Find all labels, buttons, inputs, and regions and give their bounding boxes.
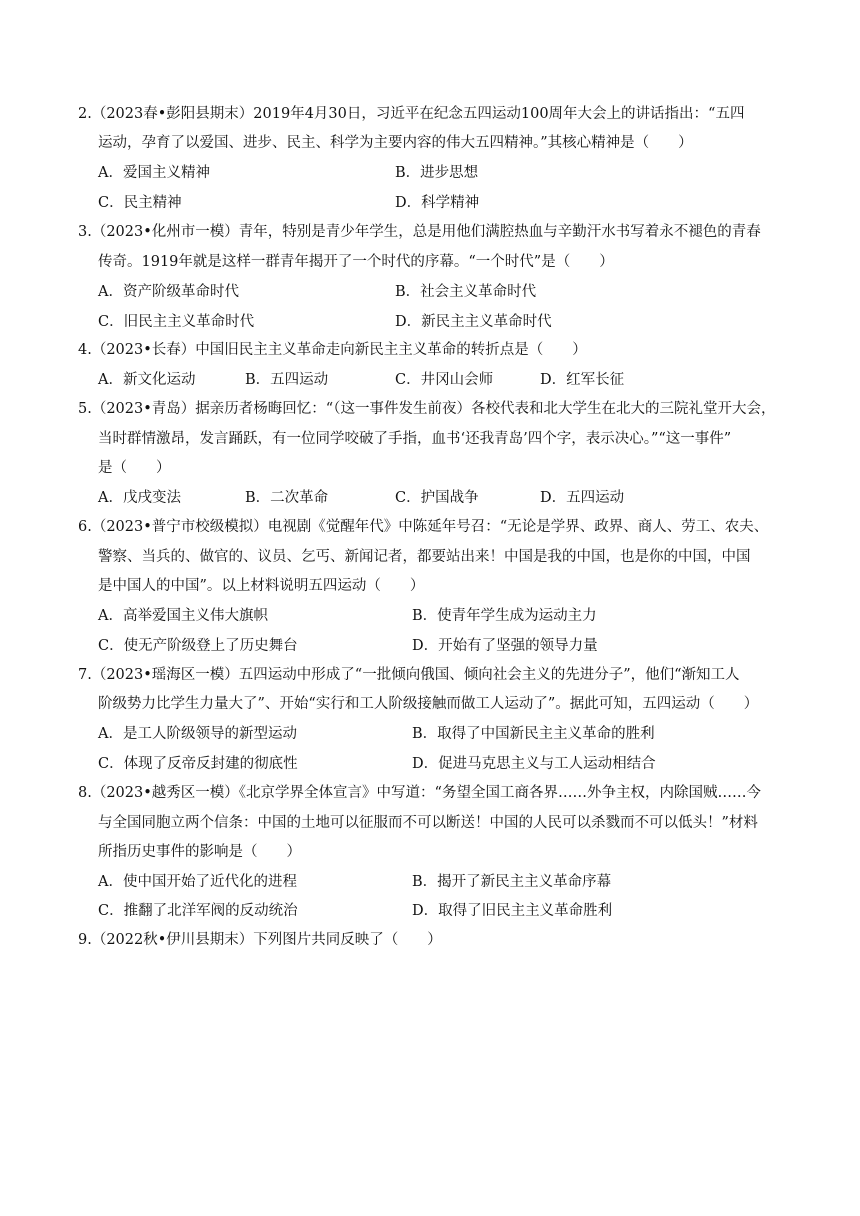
question-6-option-b: B．使青年学生成为运动主力 [412, 608, 597, 624]
question-5-option-c: C．护国战争 [395, 490, 479, 506]
question-5-line-1: 5.（2023•青岛）据亲历者杨晦回忆：“（这一事件发生前夜）各校代表和北大学生在北大的三院礼堂开大会， [78, 401, 776, 417]
question-8-option-a: A．使中国开始了近代化的进程 [98, 874, 297, 890]
question-4-option-d: D．红军长征 [540, 372, 625, 388]
question-2-line-1: 2.（2023春•彭阳县期末）2019年4月30日，习近平在纪念五四运动100周年大会上的讲话指出：“五四 [78, 106, 745, 122]
question-9-line-1: 9.（2022秋•伊川县期末）下列图片共同反映了（ ） [78, 932, 442, 948]
question-2-line-2: 运动，孕育了以爱国、进步、民主、科学为主要内容的伟大五四精神。”其核心精神是（ ） [98, 135, 693, 151]
question-2-option-d: D．科学精神 [395, 195, 480, 211]
question-4-line-1: 4.（2023•长春）中国旧民主主义革命走向新民主主义革命的转折点是（ ） [78, 342, 587, 358]
question-5-option-d: D．五四运动 [540, 490, 625, 506]
question-3-line-2: 传奇。1919年就是这样一群青年揭开了一个时代的序幕。“一个时代”是（ ） [98, 254, 614, 270]
question-8-option-d: D．取得了旧民主主义革命胜利 [412, 903, 613, 919]
question-7-line-1: 7.（2023•瑶海区一模）五四运动中形成了“一批倾向俄国、倾向社会主义的先进分子”，他们“渐知工人 [78, 667, 740, 683]
question-2-option-a: A．爱国主义精神 [98, 165, 210, 181]
question-2-option-b: B．进步思想 [395, 165, 479, 181]
question-6-line-2: 警察、当兵的、做官的、议员、乞丐、新闻记者，都要站出来！中国是我的中国，也是你的中国，中国 [98, 549, 751, 565]
question-4-option-b: B．五四运动 [245, 372, 329, 388]
question-6-option-a: A．高举爱国主义伟大旗帜 [98, 608, 268, 624]
question-6-option-c: C．使无产阶级登上了历史舞台 [98, 638, 298, 654]
question-4-option-c: C．井冈山会师 [395, 372, 494, 388]
question-5-option-b: B．二次革命 [245, 490, 329, 506]
question-5-option-a: A．戊戌变法 [98, 490, 181, 506]
question-6-option-d: D．开始有了坚强的领导力量 [412, 638, 598, 654]
question-7-option-d: D．促进马克思主义与工人运动相结合 [412, 756, 656, 772]
question-3-option-a: A．资产阶级革命时代 [98, 284, 239, 300]
question-5-line-2: 当时群情激昂，发言踊跃，有一位同学咬破了手指，血书‘还我青岛’四个字，表示决心。”“这一事件” [98, 431, 732, 447]
question-7-option-a: A．是工人阶级领导的新型运动 [98, 726, 297, 742]
question-7-option-b: B．取得了中国新民主主义革命的胜利 [412, 726, 655, 742]
question-8-option-c: C．推翻了北洋军阀的反动统治 [98, 903, 298, 919]
question-8-line-2: 与全国同胞立两个信条：中国的土地可以征服而不可以断送！中国的人民可以杀戮而不可以低头！”材料 [98, 815, 758, 831]
question-3-option-d: D．新民主主义革命时代 [395, 314, 552, 330]
question-3-option-c: C．旧民主主义革命时代 [98, 314, 255, 330]
question-3-option-b: B．社会主义革命时代 [395, 284, 537, 300]
question-4-option-a: A．新文化运动 [98, 372, 196, 388]
question-5-line-3: 是（ ） [98, 460, 171, 476]
question-8-option-b: B．揭开了新民主主义革命序幕 [412, 874, 612, 890]
question-6-line-1: 6.（2023•普宁市校级模拟）电视剧《觉醒年代》中陈延年号召：“无论是学界、政界、商人、劳工、农夫、 [78, 519, 769, 535]
question-3-line-1: 3.（2023•化州市一模）青年，特别是青少年学生，总是用他们满腔热血与辛勤汗水书写着永不褪色的青春 [78, 224, 761, 240]
question-8-line-3: 所指历史事件的影响是（ ） [98, 844, 301, 860]
question-7-line-2: 阶级势力比学生力量大了”、开始“实行和工人阶级接触而做工人运动了”。据此可知，五四运动（ ） [98, 696, 759, 712]
question-2-option-c: C．民主精神 [98, 195, 182, 211]
question-8-line-1: 8.（2023•越秀区一模）《北京学界全体宣言》中写道：“务望全国工商各界……外争主权，内除国贼……今 [78, 785, 761, 801]
question-7-option-c: C．体现了反帝反封建的彻底性 [98, 756, 298, 772]
question-6-line-3: 是中国人的中国”。以上材料说明五四运动（ ） [98, 578, 425, 594]
